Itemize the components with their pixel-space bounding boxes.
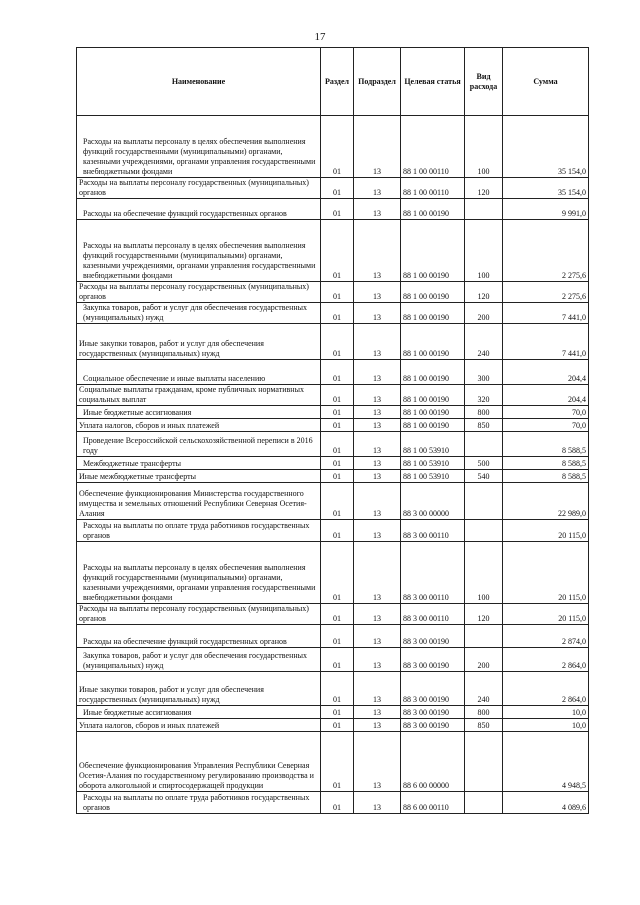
cell-target: 88 3 00 00190 [401,719,465,732]
cell-type: 200 [465,648,503,672]
budget-table [76,47,589,814]
cell-subsection: 13 [354,719,401,732]
row-label: Расходы на обеспечение функций государственных органов [83,637,287,646]
cell-sum: 8 588,5 [503,457,589,470]
cell-name [77,324,321,360]
cell-type: 540 [465,470,503,483]
cell-sum: 10,0 [503,706,589,719]
cell-sum: 10,0 [503,719,589,732]
cell-section: 01 [321,457,354,470]
cell-target: 88 3 00 00190 [401,625,465,648]
cell-sum: 20 115,0 [503,542,589,604]
table-row [77,470,589,483]
table-row [77,520,589,542]
row-label: Расходы на выплаты персоналу государственных (муниципальных) органов [79,282,309,301]
row-label: Расходы на выплаты по оплате труда работников государственных органов [83,793,310,812]
cell-section: 01 [321,116,354,178]
cell-name [77,648,321,672]
cell-name [77,672,321,706]
cell-subsection: 13 [354,542,401,604]
table-row [77,792,589,814]
cell-sum: 204,4 [503,360,589,385]
cell-section: 01 [321,483,354,520]
cell-subsection: 13 [354,520,401,542]
cell-sum: 2 864,0 [503,672,589,706]
cell-section: 01 [321,792,354,814]
cell-section: 01 [321,303,354,324]
cell-subsection: 13 [354,116,401,178]
cell-section: 01 [321,604,354,625]
cell-subsection: 13 [354,385,401,406]
cell-subsection: 13 [354,792,401,814]
cell-target: 88 1 00 53910 [401,432,465,457]
cell-name [77,199,321,220]
table-row [77,282,589,303]
row-label: Обеспечение функционирования Министерства государственного имущества и земельных отношений Республики Северная Осетия-Алания [79,489,307,518]
cell-section: 01 [321,385,354,406]
cell-name [77,792,321,814]
cell-sum: 8 588,5 [503,470,589,483]
row-label: Проведение Всероссийской сельскохозяйственной переписи в 2016 году [83,436,313,455]
table-row [77,432,589,457]
cell-sum: 22 989,0 [503,483,589,520]
header-sum: Сумма [503,48,589,116]
row-label: Межбюджетные трансферты [83,459,181,468]
table-body [77,116,589,814]
cell-target: 88 3 00 00110 [401,542,465,604]
cell-name [77,457,321,470]
cell-name [77,406,321,419]
cell-target: 88 1 00 00190 [401,220,465,282]
cell-section: 01 [321,470,354,483]
table-row [77,116,589,178]
cell-type: 850 [465,719,503,732]
row-label: Расходы на выплаты персоналу в целях обеспечения выполнения функций государственными (муниципальными) органами, казенными учреждениями, органами управления государственными внебюджетными фондами [83,137,316,176]
table-row [77,303,589,324]
cell-section: 01 [321,520,354,542]
cell-subsection: 13 [354,625,401,648]
cell-section: 01 [321,732,354,792]
cell-section: 01 [321,706,354,719]
cell-name [77,385,321,406]
cell-type: 200 [465,303,503,324]
cell-section: 01 [321,220,354,282]
row-label: Расходы на выплаты персоналу государственных (муниципальных) органов [79,178,309,197]
row-label: Расходы на выплаты по оплате труда работников государственных органов [83,521,310,540]
table-row [77,324,589,360]
table-row [77,199,589,220]
row-label: Иные бюджетные ассигнования [83,708,192,717]
row-label: Иные закупки товаров, работ и услуг для обеспечения государственных (муниципальных) нужд [79,685,264,704]
cell-sum: 70,0 [503,419,589,432]
cell-section: 01 [321,282,354,303]
cell-subsection: 13 [354,732,401,792]
cell-type: 850 [465,419,503,432]
cell-subsection: 13 [354,303,401,324]
row-label: Обеспечение функционирования Управления Республики Северная Осетия-Алания по государственному регулированию производства и оборота алкогольной и спиртосодержащей продукции [79,761,314,790]
table-row [77,625,589,648]
cell-section: 01 [321,360,354,385]
cell-type: 240 [465,672,503,706]
table-row [77,732,589,792]
header-subsection: Подраздел [354,48,401,116]
cell-name [77,625,321,648]
cell-target: 88 3 00 00110 [401,520,465,542]
cell-target: 88 6 00 00000 [401,732,465,792]
row-label: Иные закупки товаров, работ и услуг для обеспечения государственных (муниципальных) нужд [79,339,264,358]
cell-sum: 4 948,5 [503,732,589,792]
cell-target: 88 1 00 00110 [401,178,465,199]
table-row [77,604,589,625]
cell-sum: 2 874,0 [503,625,589,648]
cell-subsection: 13 [354,220,401,282]
row-label: Расходы на выплаты персоналу государственных (муниципальных) органов [79,604,309,623]
table-row [77,719,589,732]
cell-type [465,520,503,542]
page-number: 17 [314,31,326,43]
row-label: Закупка товаров, работ и услуг для обеспечения государственных (муниципальных) нужд [83,651,308,670]
cell-sum: 2 275,6 [503,220,589,282]
cell-type: 800 [465,706,503,719]
cell-name [77,520,321,542]
cell-section: 01 [321,178,354,199]
cell-subsection: 13 [354,419,401,432]
row-label: Иные межбюджетные трансферты [79,472,196,481]
cell-type: 120 [465,282,503,303]
cell-type [465,483,503,520]
cell-section: 01 [321,648,354,672]
cell-subsection: 13 [354,282,401,303]
cell-target: 88 1 00 00190 [401,282,465,303]
cell-section: 01 [321,719,354,732]
table-header-row [77,48,589,116]
cell-subsection: 13 [354,604,401,625]
cell-name [77,419,321,432]
row-label: Закупка товаров, работ и услуг для обеспечения государственных (муниципальных) нужд [83,303,308,322]
cell-target: 88 1 00 00190 [401,406,465,419]
header-type: Вид расхода [465,48,503,116]
cell-sum: 35 154,0 [503,116,589,178]
cell-type: 240 [465,324,503,360]
cell-sum: 2 275,6 [503,282,589,303]
row-label: Расходы на выплаты персоналу в целях обеспечения выполнения функций государственными (муниципальными) органами, казенными учреждениями, органами управления государственными внебюджетными фондами [83,241,316,280]
row-label: Расходы на выплаты персоналу в целях обеспечения выполнения функций государственными (муниципальными) органами, казенными учреждениями, органами управления государственными внебюджетными фондами [83,563,316,602]
cell-target: 88 6 00 00110 [401,792,465,814]
cell-sum: 204,4 [503,385,589,406]
cell-name [77,604,321,625]
table-row [77,406,589,419]
cell-subsection: 13 [354,199,401,220]
cell-section: 01 [321,199,354,220]
row-label: Уплата налогов, сборов и иных платежей [79,421,220,430]
cell-type: 120 [465,604,503,625]
cell-sum: 35 154,0 [503,178,589,199]
cell-sum: 70,0 [503,406,589,419]
cell-target: 88 3 00 00000 [401,483,465,520]
cell-subsection: 13 [354,470,401,483]
cell-subsection: 13 [354,360,401,385]
cell-name [77,706,321,719]
cell-type [465,199,503,220]
cell-target: 88 1 00 53910 [401,457,465,470]
cell-type: 120 [465,178,503,199]
cell-section: 01 [321,625,354,648]
cell-name [77,432,321,457]
table-row [77,220,589,282]
cell-target: 88 3 00 00190 [401,706,465,719]
cell-target: 88 3 00 00190 [401,648,465,672]
cell-name [77,732,321,792]
table-row [77,360,589,385]
cell-type: 320 [465,385,503,406]
cell-type [465,792,503,814]
cell-name [77,360,321,385]
cell-subsection: 13 [354,706,401,719]
cell-sum: 8 588,5 [503,432,589,457]
cell-target: 88 3 00 00190 [401,672,465,706]
table-row [77,706,589,719]
cell-type: 500 [465,457,503,470]
cell-name [77,220,321,282]
cell-subsection: 13 [354,432,401,457]
cell-sum: 4 089,6 [503,792,589,814]
table-row [77,457,589,470]
cell-subsection: 13 [354,406,401,419]
row-label: Уплата налогов, сборов и иных платежей [79,721,220,730]
cell-subsection: 13 [354,672,401,706]
cell-type: 100 [465,220,503,282]
cell-type: 100 [465,116,503,178]
table-row [77,385,589,406]
cell-name [77,483,321,520]
cell-type: 800 [465,406,503,419]
cell-sum: 7 441,0 [503,303,589,324]
row-label: Социальные выплаты гражданам, кроме публичных нормативных социальных выплат [79,385,304,404]
cell-sum: 9 991,0 [503,199,589,220]
cell-sum: 7 441,0 [503,324,589,360]
cell-target: 88 1 00 00190 [401,360,465,385]
cell-subsection: 13 [354,324,401,360]
cell-name [77,542,321,604]
cell-section: 01 [321,419,354,432]
cell-section: 01 [321,432,354,457]
cell-subsection: 13 [354,483,401,520]
table-row [77,483,589,520]
cell-name [77,470,321,483]
cell-subsection: 13 [354,457,401,470]
cell-subsection: 13 [354,178,401,199]
row-label: Расходы на обеспечение функций государственных органов [83,209,287,218]
cell-target: 88 1 00 00190 [401,324,465,360]
cell-sum: 20 115,0 [503,520,589,542]
cell-type: 300 [465,360,503,385]
cell-sum: 2 864,0 [503,648,589,672]
cell-section: 01 [321,324,354,360]
cell-section: 01 [321,406,354,419]
table-row [77,178,589,199]
cell-target: 88 1 00 00190 [401,385,465,406]
table-row [77,419,589,432]
cell-target: 88 1 00 00190 [401,303,465,324]
cell-name [77,116,321,178]
cell-subsection: 13 [354,648,401,672]
cell-target: 88 1 00 00190 [401,419,465,432]
cell-type [465,732,503,792]
header-section: Раздел [321,48,354,116]
cell-name [77,282,321,303]
cell-target: 88 1 00 53910 [401,470,465,483]
cell-sum: 20 115,0 [503,604,589,625]
cell-target: 88 3 00 00110 [401,604,465,625]
header-target: Целевая статья [401,48,465,116]
cell-type: 100 [465,542,503,604]
row-label: Социальное обеспечение и иные выплаты населению [83,374,266,383]
cell-type [465,432,503,457]
header-name: Наименование [77,48,321,116]
cell-name [77,719,321,732]
cell-target: 88 1 00 00110 [401,116,465,178]
cell-name [77,303,321,324]
table-row [77,672,589,706]
cell-name [77,178,321,199]
cell-target: 88 1 00 00190 [401,199,465,220]
row-label: Иные бюджетные ассигнования [83,408,192,417]
table-row [77,648,589,672]
table-row [77,542,589,604]
cell-type [465,625,503,648]
cell-section: 01 [321,672,354,706]
cell-section: 01 [321,542,354,604]
